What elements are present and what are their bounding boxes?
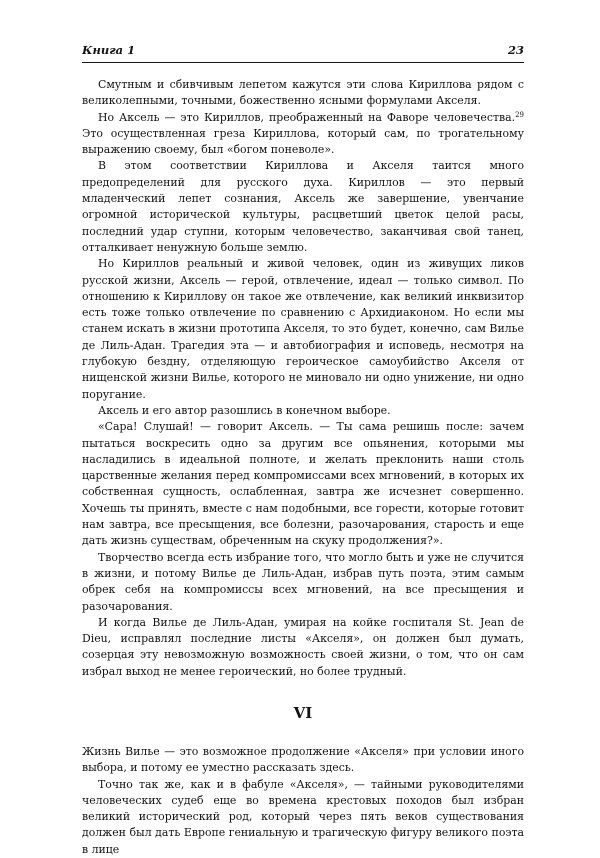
paragraph: Смутным и сбивчивым лепетом кажутся эти слова Кириллова рядом с великолепными, точными, божественно ясными формулами Акселя. [82,78,524,108]
book-title: Книга 1 [82,43,136,57]
paragraph-text: Но Аксель — это Кириллов, преображенный на Фаворе человечества. [98,110,516,124]
paragraph: И когда Вилье де Лиль-Адан, умирая на койке госпиталя St. Jean de Dieu, исправлял последние листы «Акселя», он должен был думать, созерцая эту невозможную возможность своей жизни, о том, что он сам избрал выход не менее героический, но более трудный. [82,615,524,678]
paragraph-with-footnote [82,110,524,159]
section-body [82,744,524,858]
chapter-heading: VI [293,703,313,722]
paragraph: Но Кириллов реальный и живой человек, один из живущих ликов русской жизни, Аксель — герой, отвлечение, идеал — только символ. По отношению к Кириллову он такое же отвлечение, как великий инквизитор есть тоже только отвлечение по сравнению с Архидиаконом. Но если мы станем искать в жизни прототипа Акселя, то это будет, конечно, сам Вилье де Лиль-Адан. Трагедия эта — и автобиография и исповедь, несмотря на глубокую бездну, отделяющую героическое самоубийство Акселя от нищенской жизни Вилье, которого не миновало ни одно унижение, ни одно поругание. [82,257,524,401]
running-header [82,42,524,63]
paragraph: Творчество всегда есть избрание того, что могло быть и уже не случится в жизни, и потому Вилье де Лиль-Адан, избрав путь поэта, этим самым обрек себя на компромиссы всех мгновений, на все пресыщения и разочарования. [82,550,524,613]
footnote-reference: 29 [515,110,524,119]
quotation-paragraph: «Сара! Слушай! — говорит Аксель. — Ты сама решишь после: зачем пытаться воскресить одно за другим все опьянения, которыми мы насладились в идеальной полноте, и желать преклонить наши столь царственные желания перед компромиссами всех мгновений, в которых их собственная сущность, ослабленная, завтра же исчезнет совершенно. Хочешь ты принять, вместе с нам подобными, все горести, которые готовит нам завтра, все пресыщения, все болезни, разочарования, старость и еще дать жизнь существам, обреченным на скуку продолжения?». [82,420,524,548]
paragraph-text: Это осуществленная греза Кириллова, который сам, по трогательному выражению своему, был «богом поневоле». [82,126,524,157]
paragraph: В этом соответствии Кириллова и Акселя таится много предопределений для русского духа. Кириллов — это первый младенческий лепет сознания, Аксель же завершение, увенчание огромной исторической культуры, расцветший цветок целой расы, последний удар ступни, которым человечество, заканчивая свой танец, отталкивает ненужную больше землю. [82,159,524,254]
paragraph: Аксель и его автор разошлись в конечном выборе. [98,403,391,417]
page [82,42,524,858]
section-body [82,77,524,680]
paragraph: Жизнь Вилье — это возможное продолжение «Акселя» при условии иного выбора, и потому ее уместно рассказать здесь. [82,744,524,775]
page-number: 23 [507,43,524,57]
paragraph: Точно так же, как и в фабуле «Акселя», — тайными руководителями человеческих судеб еще во времена крестовых походов был избран великий исторический род, который через пять веков существования должен был дать Европе гениальную и трагическую фигуру великого поэта в лице [82,777,524,856]
